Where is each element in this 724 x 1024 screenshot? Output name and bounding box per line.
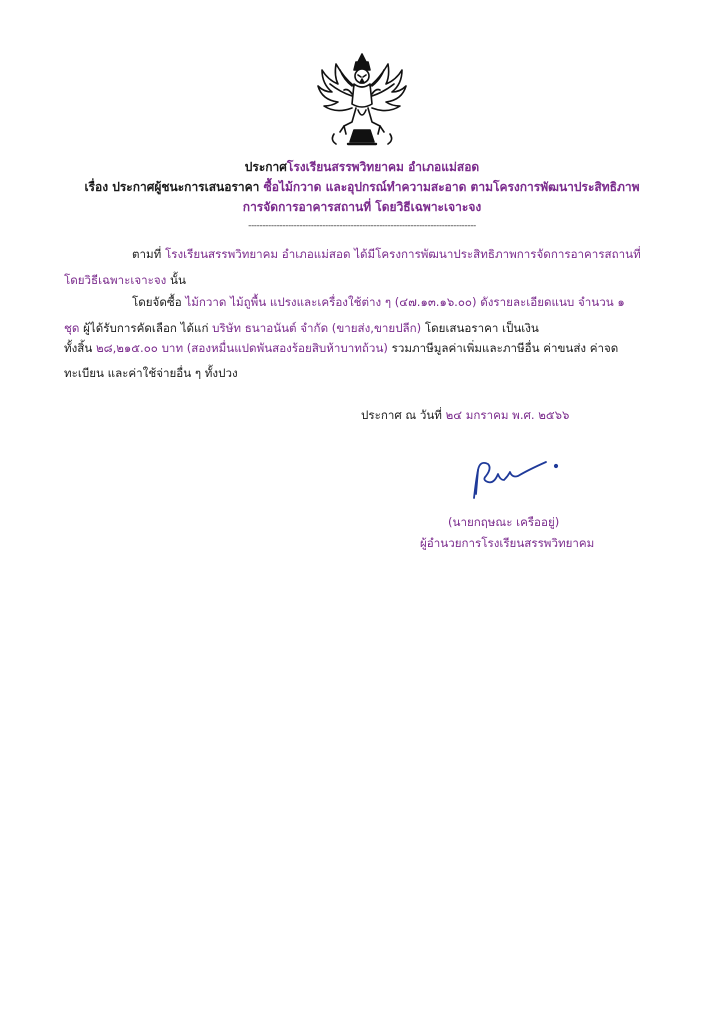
paragraph-2-line-4: ทะเบียน และค่าใช้จ่ายอื่น ๆ ทั้งปวง (64, 366, 238, 380)
subject-prefix: เรื่อง ประกาศผู้ชนะการเสนอราคา (84, 180, 264, 194)
handwritten-signature-icon (462, 450, 562, 510)
announcement-title (40, 158, 684, 177)
paragraph-1-line-2 (64, 271, 186, 290)
winner-intro: ผู้ได้รับการคัดเลือก ได้แก่ (79, 321, 213, 335)
announcement-date (361, 406, 569, 425)
school-name: โรงเรียนสรรพวิทยาคม อำเภอแม่สอด (286, 160, 480, 174)
date-prefix: ประกาศ ณ วันที่ (361, 408, 446, 422)
total-prefix: ทั้งสิ้น (64, 341, 96, 355)
winner-company: บริษัท ธนาอนันต์ จำกัด (ขายส่ง,ขายปลีก) (212, 321, 422, 335)
paragraph-1-line-1 (132, 245, 641, 264)
procurement-method: โดยวิธีเฉพาะเจาะจง (64, 273, 167, 287)
paragraph-2-line-3 (64, 339, 618, 358)
total-amount: ๒๘,๒๑๕.๐๐ บาท (สองหมื่นแปดพันสองร้อยสิบห้าบาทถ้วน) (96, 341, 388, 355)
subject-highlight: ซื้อไม้กวาด และอุปกรณ์ทำความสะอาด ตามโครงการพัฒนาประสิทธิภาพ (263, 180, 640, 194)
paragraph-2-line-2 (64, 319, 539, 338)
price-intro: โดยเสนอราคา เป็นเงิน (421, 321, 539, 335)
announcement-subject (40, 178, 684, 197)
separator-rule: -------------------------------------------------------------------------------- (248, 221, 476, 231)
tax-note: รวมภาษีมูลค่าเพิ่มและภาษีอื่น ค่าขนส่ง ค่าจด (387, 341, 619, 355)
item-description: ไม้กวาด ไม้ถูพื้น แปรงและเครื่องใช้ต่าง ๆ (๔๗.๑๓.๑๖.๐๐) ดังรายละเอียดแนบ จำนวน ๑ (185, 295, 625, 309)
garuda-emblem-icon (314, 50, 410, 150)
p2-prefix: โดยจัดซื้อ (132, 295, 186, 309)
p1-highlight: โรงเรียนสรรพวิทยาคม อำเภอแม่สอด ได้มีโครงการพัฒนาประสิทธิภาพการจัดการอาคารสถานที่ (165, 247, 641, 261)
date-value: ๒๔ มกราคม พ.ศ. ๒๕๖๖ (445, 408, 570, 422)
p1-suffix: นั้น (166, 273, 186, 287)
paragraph-2-line-1 (132, 293, 625, 312)
announcement-title-prefix: ประกาศ (244, 160, 287, 174)
signatory-name: (นายกฤษณะ เครืออยู่) (448, 515, 560, 529)
unit-label: ชุด (64, 321, 80, 335)
p1-prefix: ตามที่ (132, 247, 166, 261)
subject-continuation: การจัดการอาคารสถานที่ โดยวิธีเฉพาะเจาะจง (242, 200, 482, 214)
signatory-title: ผู้อำนวยการโรงเรียนสรรพวิทยาคม (420, 536, 595, 550)
